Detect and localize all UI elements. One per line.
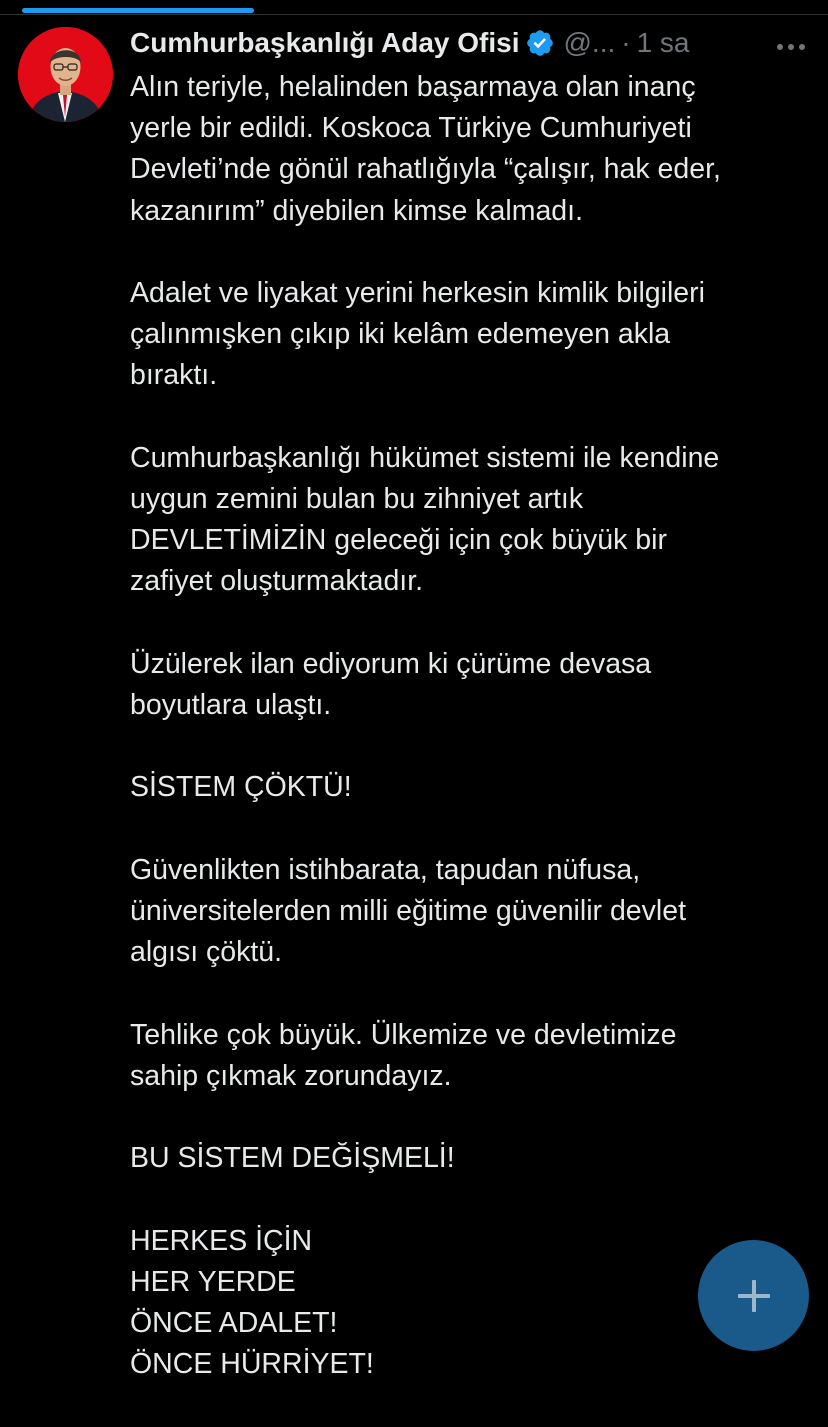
tweet-paragraph: Alın teriyle, helalinden başarmaya olan inanç yerle bir edildi. Koskoca Türkiye Cumhuriyeti Devleti’nde gönül rahatlığıyla “çalışır, hak eder, kazanırım” diyebilen kimse kalmadı. — [130, 71, 721, 227]
tweet-header — [130, 21, 820, 65]
more-options-icon[interactable] — [776, 43, 806, 51]
timestamp[interactable]: 1 sa — [636, 27, 690, 58]
tweet-paragraph: SİSTEM ÇÖKTÜ! — [130, 771, 352, 804]
compose-tweet-button[interactable] — [698, 1240, 809, 1351]
tweet[interactable] — [0, 15, 828, 1387]
loading-progress-bar — [22, 8, 254, 13]
tweet-paragraph: Cumhurbaşkanlığı hükümet sistemi ile kendine uygun zemini bulan bu zihniyet artık DEVLETİMİZİN geleceği için çok büyük bir zafiyet oluşturmaktadır. — [130, 441, 720, 598]
tweet-text — [130, 67, 810, 1427]
user-handle[interactable]: @... — [563, 27, 616, 58]
tweet-paragraph: Üzülerek ilan ediyorum ki çürüme devasa boyutlara ulaştı. — [130, 647, 652, 721]
tweet-paragraph: Güvenlikten istihbarata, tapudan nüfusa, üniversitelerden milli eğitime güvenilir devlet algısı çöktü. — [130, 853, 687, 969]
tweet-paragraph: HERKES İÇİN HER YERDE ÖNCE ADALET! ÖNCE HÜRRİYET! — [130, 1224, 374, 1381]
tweet-paragraph: Adalet ve liyakat yerini herkesin kimlik bilgileri çalınmışken çıkıp iki kelâm edemeyen akla bıraktı. — [130, 277, 705, 392]
verified-badge-icon — [525, 28, 555, 58]
tweet-paragraph: Tehlike çok büyük. Ülkemize ve devletimize sahip çıkmak zorundayız. — [130, 1018, 677, 1092]
tweet-paragraph: BU SİSTEM DEĞİŞMELİ! — [130, 1142, 455, 1175]
header-separator: · — [621, 27, 631, 58]
avatar[interactable] — [18, 27, 113, 122]
avatar-portrait — [18, 27, 113, 122]
plus-icon — [736, 1278, 772, 1314]
display-name[interactable]: Cumhurbaşkanlığı Aday Ofisi — [130, 27, 520, 58]
